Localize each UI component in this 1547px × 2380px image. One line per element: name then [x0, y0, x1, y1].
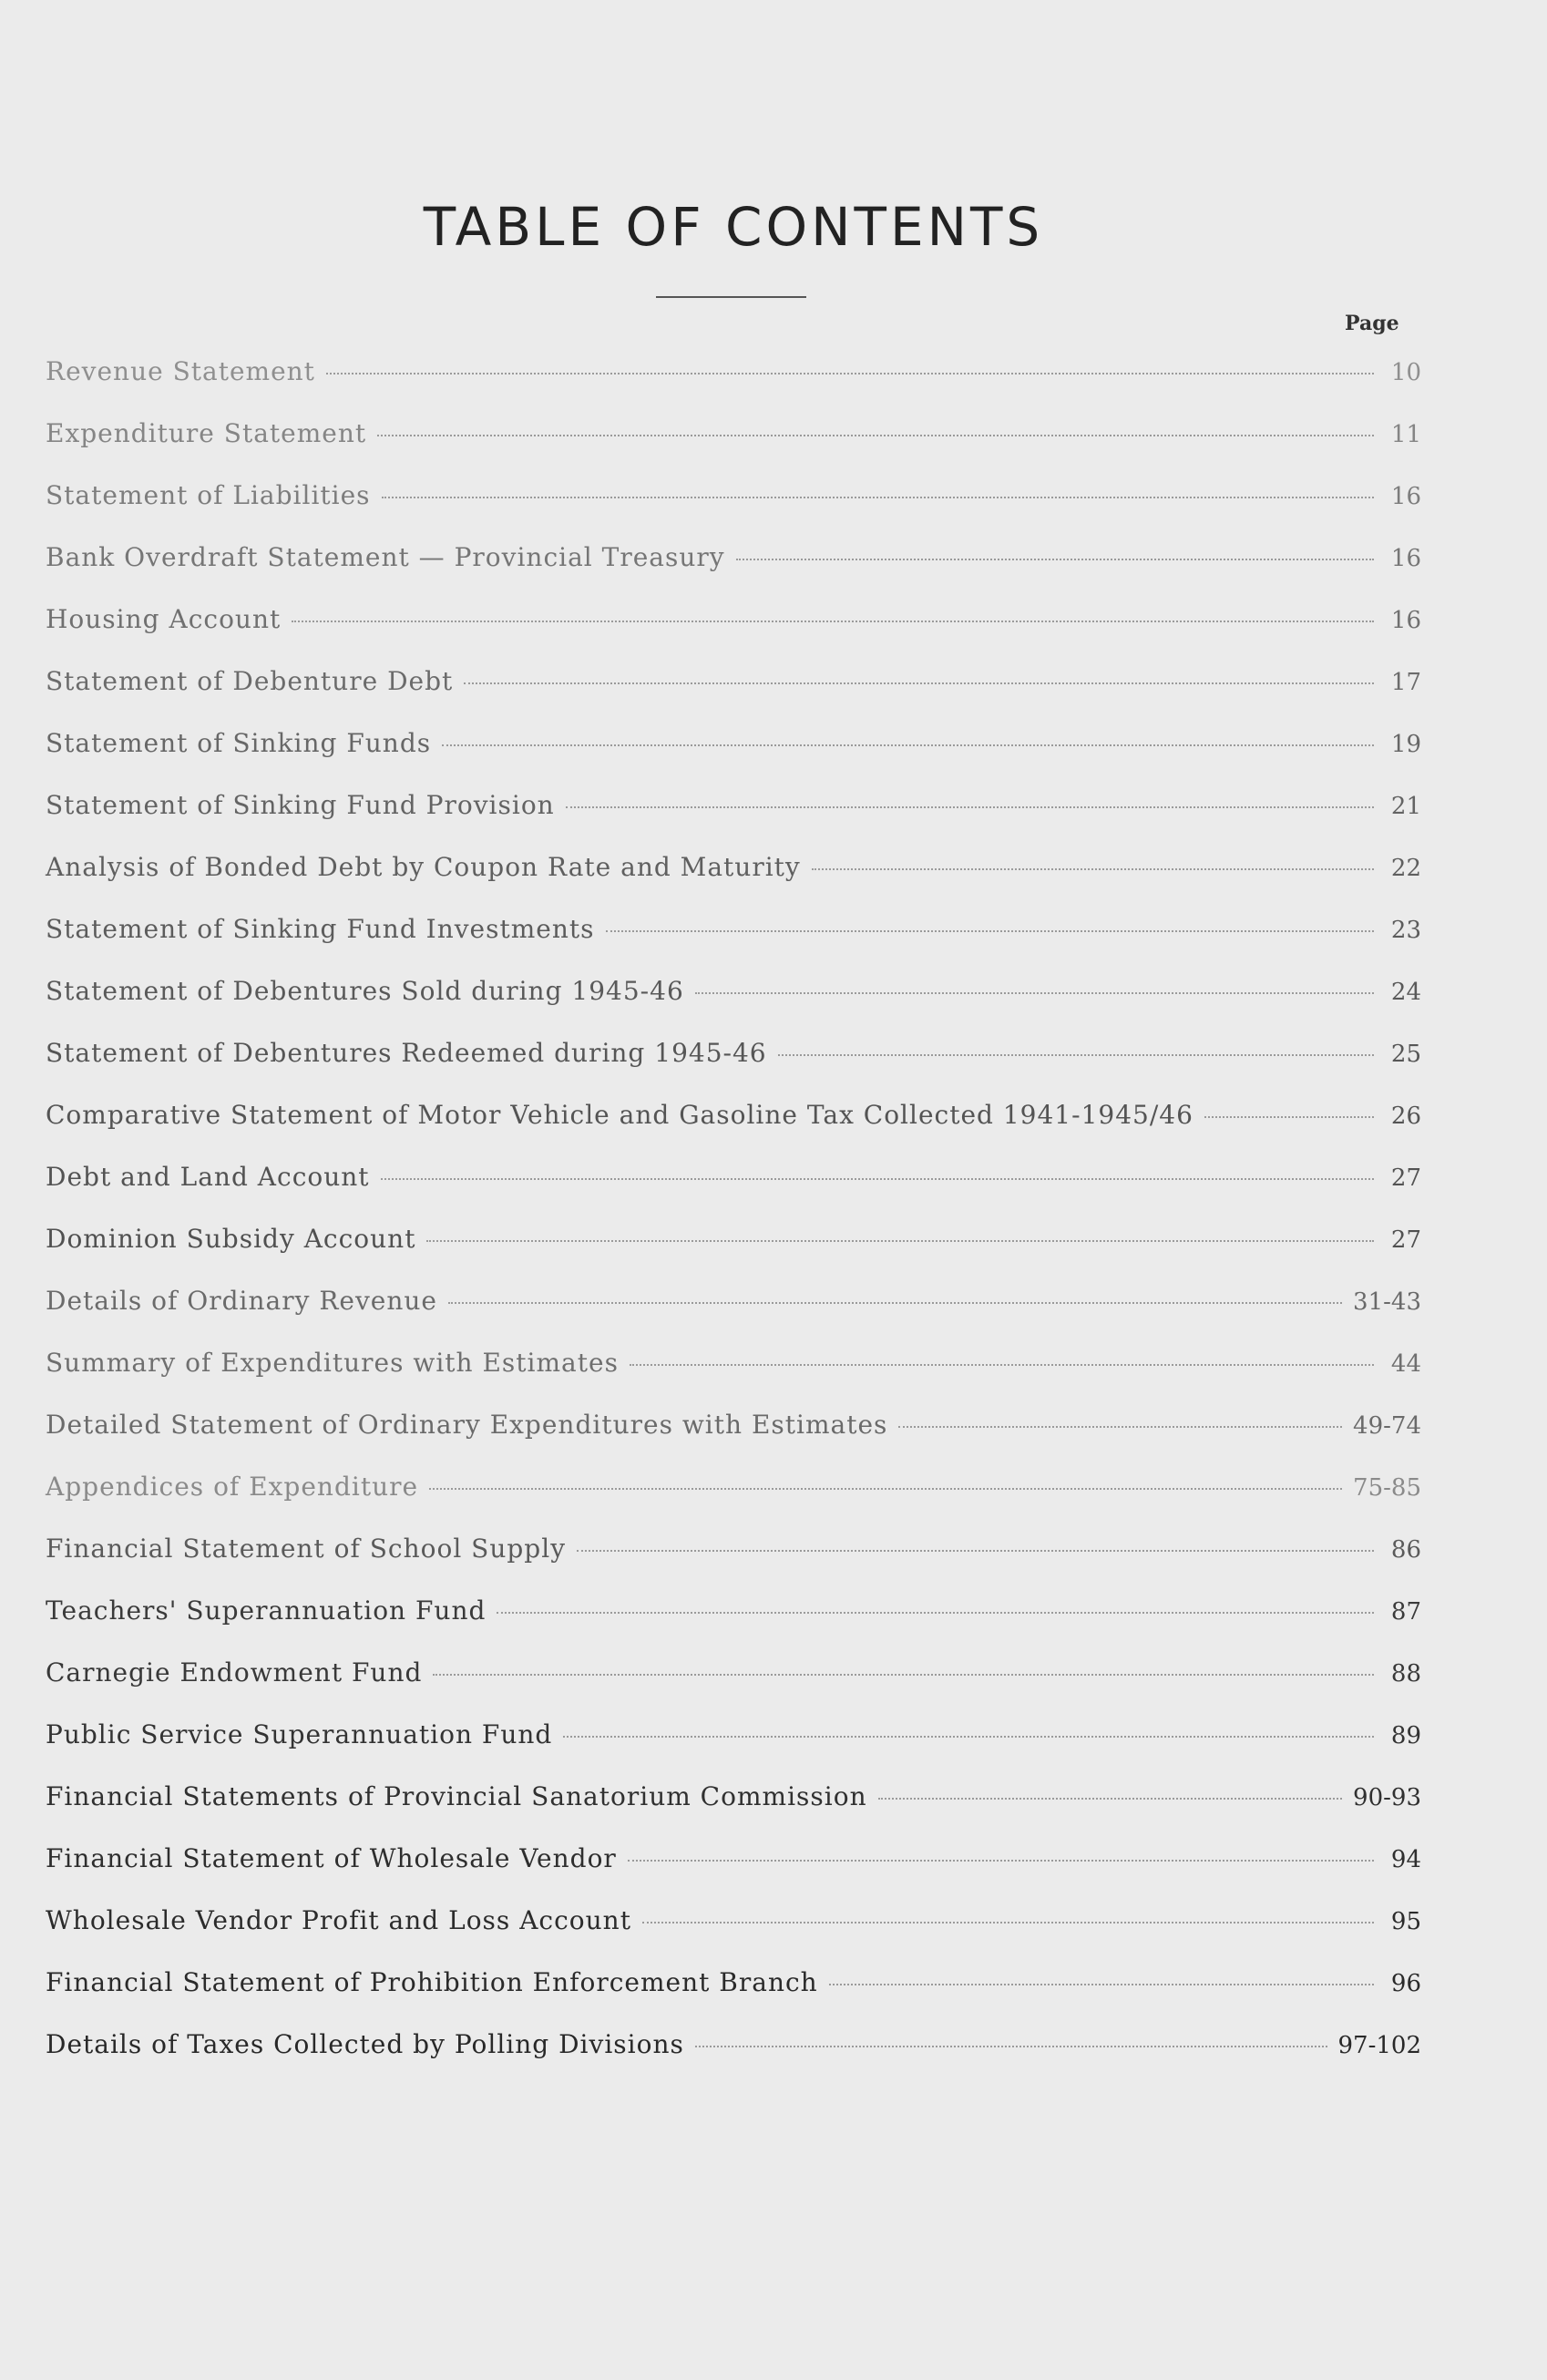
- toc-entry-page: 75-85: [1353, 1474, 1421, 1502]
- toc-entry-page: 31-43: [1353, 1288, 1421, 1316]
- toc-entry-label: Appendices of Expenditure: [46, 1472, 419, 1502]
- toc-entry: [46, 1967, 1421, 2029]
- dot-leader: [606, 930, 1374, 932]
- toc-entry-label: Expenditure Statement: [46, 418, 367, 448]
- toc-entry-page: 49-74: [1353, 1412, 1421, 1440]
- toc-entry: [46, 666, 1421, 728]
- toc-entry-label: Financial Statement of Prohibition Enforcement Branch: [46, 1967, 818, 1997]
- toc-entry: [46, 480, 1421, 542]
- toc-entry: [46, 1843, 1421, 1905]
- toc-entry-label: Bank Overdraft Statement — Provincial Treasury: [46, 542, 725, 572]
- toc-entry-page: 16: [1390, 545, 1421, 572]
- toc-entry-label: Analysis of Bonded Debt by Coupon Rate and Maturity: [46, 852, 801, 882]
- toc-entry: [46, 852, 1421, 914]
- toc-entry: [46, 418, 1421, 480]
- dot-leader: [442, 744, 1374, 746]
- toc-entry: [46, 2029, 1421, 2091]
- toc-entry-label: Statement of Debenture Debt: [46, 666, 454, 696]
- toc-entry-label: Statement of Debentures Redeemed during 1945-46: [46, 1038, 767, 1068]
- toc-entry: [46, 1162, 1421, 1224]
- toc-entry-page: 22: [1390, 855, 1421, 882]
- toc-entry-label: Summary of Expenditures with Estimates: [46, 1348, 619, 1378]
- dot-leader: [695, 992, 1374, 994]
- dot-leader: [812, 868, 1374, 870]
- toc-entry-page: 44: [1390, 1350, 1421, 1378]
- toc-entry: [46, 1657, 1421, 1719]
- dot-leader: [577, 1550, 1374, 1552]
- toc-entry-page: 97-102: [1337, 2032, 1421, 2059]
- page-title: TABLE OF CONTENTS: [423, 196, 1044, 258]
- toc-entry: [46, 1534, 1421, 1595]
- toc-entry-label: Statement of Debentures Sold during 1945-46: [46, 976, 684, 1006]
- toc-entry-label: Comparative Statement of Motor Vehicle and Gasoline Tax Collected 1941-1945/46: [46, 1100, 1194, 1130]
- toc-entry: [46, 356, 1421, 418]
- toc-entry: [46, 542, 1421, 604]
- toc-entry-label: Statement of Liabilities: [46, 480, 371, 510]
- dot-leader: [628, 1860, 1374, 1862]
- toc-entry-label: Public Service Superannuation Fund: [46, 1719, 553, 1749]
- page-column-header: Page: [1345, 312, 1399, 335]
- toc-entry-page: 16: [1390, 607, 1421, 634]
- dot-leader: [695, 2046, 1327, 2047]
- toc-entry: [46, 790, 1421, 852]
- toc-entry: [46, 914, 1421, 976]
- toc-entry-page: 88: [1390, 1660, 1421, 1688]
- toc-entry-page: 96: [1390, 1970, 1421, 1997]
- dot-leader: [1204, 1116, 1374, 1118]
- toc-entry-label: Debt and Land Account: [46, 1162, 370, 1192]
- title-divider: [656, 296, 806, 298]
- toc-entry: [46, 1224, 1421, 1286]
- toc-entry-label: Details of Taxes Collected by Polling Divisions: [46, 2029, 684, 2059]
- toc-entry-page: 21: [1390, 793, 1421, 820]
- toc-entry-page: 16: [1390, 483, 1421, 510]
- toc-entry-page: 27: [1390, 1226, 1421, 1254]
- toc-entry: [46, 1595, 1421, 1657]
- toc-entry: [46, 1905, 1421, 1967]
- dot-leader: [642, 1922, 1374, 1923]
- toc-entry: [46, 1348, 1421, 1410]
- toc-entry-page: 87: [1390, 1598, 1421, 1626]
- toc-entry-page: 90-93: [1353, 1784, 1421, 1811]
- toc-entry: [46, 1410, 1421, 1472]
- dot-leader: [778, 1054, 1374, 1056]
- dot-leader: [898, 1426, 1342, 1428]
- toc-entry-label: Details of Ordinary Revenue: [46, 1286, 437, 1316]
- toc-entry-label: Housing Account: [46, 604, 282, 634]
- toc-entry-page: 23: [1390, 917, 1421, 944]
- toc-entry: [46, 1100, 1421, 1162]
- toc-entry-page: 19: [1390, 731, 1421, 758]
- dot-leader: [630, 1364, 1374, 1366]
- table-of-contents-list: [46, 356, 1421, 2091]
- dot-leader: [566, 806, 1374, 808]
- toc-entry-page: 89: [1390, 1722, 1421, 1749]
- dot-leader: [377, 435, 1374, 436]
- toc-entry-label: Financial Statement of Wholesale Vendor: [46, 1843, 617, 1873]
- dot-leader: [429, 1488, 1342, 1490]
- toc-entry-label: Carnegie Endowment Fund: [46, 1657, 423, 1688]
- dot-leader: [382, 497, 1374, 498]
- dot-leader: [381, 1178, 1374, 1180]
- toc-entry-label: Financial Statement of School Supply: [46, 1534, 567, 1564]
- toc-entry: [46, 976, 1421, 1038]
- toc-entry: [46, 1038, 1421, 1100]
- toc-entry: [46, 1719, 1421, 1781]
- dot-leader: [464, 682, 1374, 684]
- dot-leader: [563, 1736, 1374, 1738]
- dot-leader: [292, 621, 1374, 622]
- toc-entry-page: 26: [1390, 1103, 1421, 1130]
- toc-entry: [46, 728, 1421, 790]
- toc-entry-label: Statement of Sinking Fund Provision: [46, 790, 555, 820]
- toc-entry-page: 27: [1390, 1164, 1421, 1192]
- toc-entry-label: Detailed Statement of Ordinary Expenditures with Estimates: [46, 1410, 888, 1440]
- toc-entry-page: 10: [1390, 359, 1421, 386]
- dot-leader: [326, 373, 1374, 374]
- toc-entry-page: 86: [1390, 1536, 1421, 1564]
- toc-entry-page: 94: [1390, 1846, 1421, 1873]
- dot-leader: [426, 1240, 1374, 1242]
- toc-entry-page: 11: [1390, 421, 1421, 448]
- dot-leader: [878, 1798, 1342, 1800]
- toc-entry-page: 95: [1390, 1908, 1421, 1935]
- dot-leader: [433, 1674, 1374, 1676]
- toc-entry-page: 17: [1390, 669, 1421, 696]
- toc-entry-page: 24: [1390, 979, 1421, 1006]
- dot-leader: [829, 1984, 1374, 1985]
- dot-leader: [736, 559, 1374, 560]
- dot-leader: [497, 1612, 1374, 1614]
- toc-entry-label: Statement of Sinking Fund Investments: [46, 914, 595, 944]
- toc-entry-page: 25: [1390, 1041, 1421, 1068]
- toc-entry-label: Teachers' Superannuation Fund: [46, 1595, 487, 1626]
- toc-entry-label: Wholesale Vendor Profit and Loss Account: [46, 1905, 631, 1935]
- toc-entry: [46, 1472, 1421, 1534]
- toc-entry-label: Dominion Subsidy Account: [46, 1224, 416, 1254]
- toc-entry: [46, 1286, 1421, 1348]
- toc-entry: [46, 1781, 1421, 1843]
- dot-leader: [448, 1302, 1342, 1304]
- toc-entry-label: Revenue Statement: [46, 356, 315, 386]
- toc-entry: [46, 604, 1421, 666]
- toc-entry-label: Statement of Sinking Funds: [46, 728, 432, 758]
- toc-entry-label: Financial Statements of Provincial Sanatorium Commission: [46, 1781, 867, 1811]
